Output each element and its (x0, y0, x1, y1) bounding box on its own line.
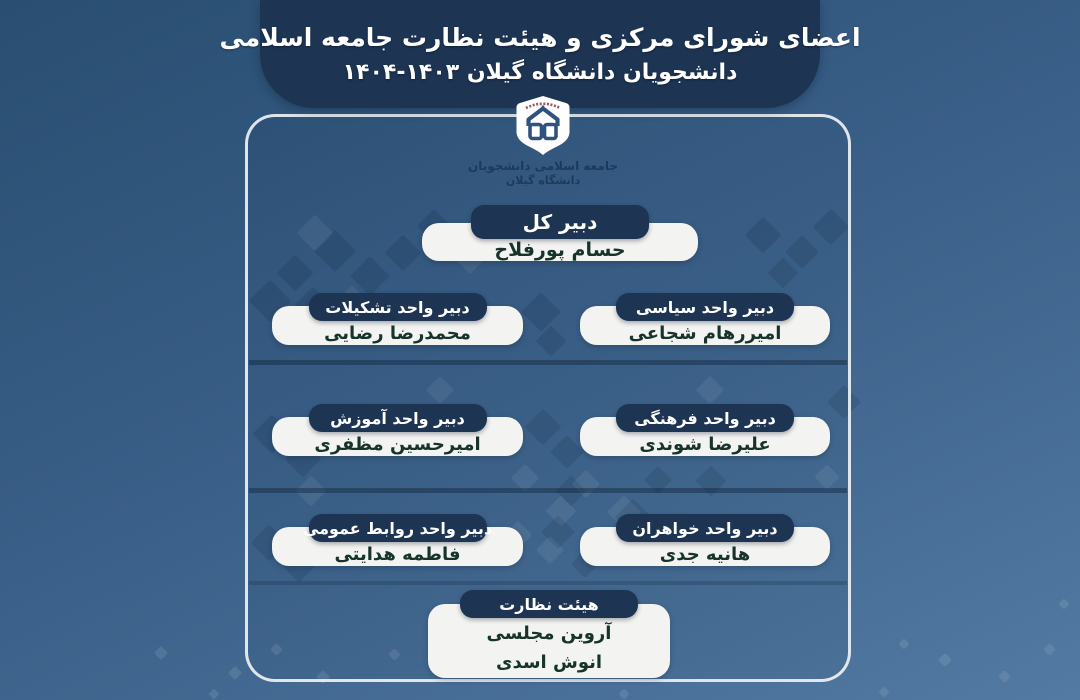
name-plate: امیرحسین مظفری (272, 417, 523, 456)
unit-siasi (580, 293, 830, 345)
title-pill: دبیر واحد خواهران (616, 514, 794, 542)
diamond-shape (208, 688, 219, 699)
divider-stripe-3 (249, 581, 847, 585)
name-plate: هانیه جدی (580, 527, 830, 566)
unit-tashkilat (272, 293, 523, 345)
name-plate: محمدرضا رضایی (272, 306, 523, 345)
unit-ravabet-omoomi (272, 514, 523, 566)
board-member-1: آروین مجلسی (486, 623, 612, 644)
diamond-shape (1058, 598, 1069, 609)
title-pill: هیئت نظارت (460, 590, 638, 618)
diamond-shape (998, 670, 1011, 683)
header-title-line2: دانشجویان دانشگاه گیلان ۱۴۰۳-۱۴۰۴ (342, 60, 738, 85)
diamond-shape (1043, 643, 1056, 656)
header-title-line1: اعضای شورای مرکزی و هیئت نظارت جامعه اسلامی (219, 23, 861, 52)
diamond-shape (228, 666, 242, 680)
title-pill: دبیر واحد فرهنگی (616, 404, 794, 432)
diamond-shape (878, 686, 889, 697)
name-plate: امیررهام شجاعی (580, 306, 830, 345)
divider-stripe-1 (249, 360, 847, 365)
diamond-shape (618, 688, 629, 699)
unit-farhangi (580, 404, 830, 456)
diamond-shape (154, 646, 168, 660)
diamond-shape (898, 638, 909, 649)
header-banner (219, 0, 861, 108)
name-plate: فاطمه هدایتی (272, 527, 523, 566)
organization-logo (463, 95, 623, 187)
unit-supervisory-board (428, 590, 670, 678)
logo-university-name: دانشگاه گیلان (505, 174, 581, 187)
board-member-2: انوش اسدی (495, 652, 603, 673)
name-plate: حسام پورفلاح (422, 223, 698, 261)
title-pill: دبیر کل (471, 205, 649, 239)
title-pill: دبیر واحد روابط عمومی (309, 514, 487, 542)
title-pill: دبیر واحد سیاسی (616, 293, 794, 321)
name-plate: علیرضا شوندی (580, 417, 830, 456)
logo-org-name: جامعه اسلامی دانشجویان (468, 159, 618, 173)
unit-khaharan (580, 514, 830, 566)
title-pill: دبیر واحد آموزش (309, 404, 487, 432)
title-pill: دبیر واحد تشکیلات (309, 293, 487, 321)
diamond-shape (938, 653, 952, 667)
unit-secretary-general (422, 205, 698, 261)
mosque-book-emblem-icon (511, 95, 575, 157)
unit-amoozesh (272, 404, 523, 456)
divider-stripe-2 (249, 488, 847, 493)
